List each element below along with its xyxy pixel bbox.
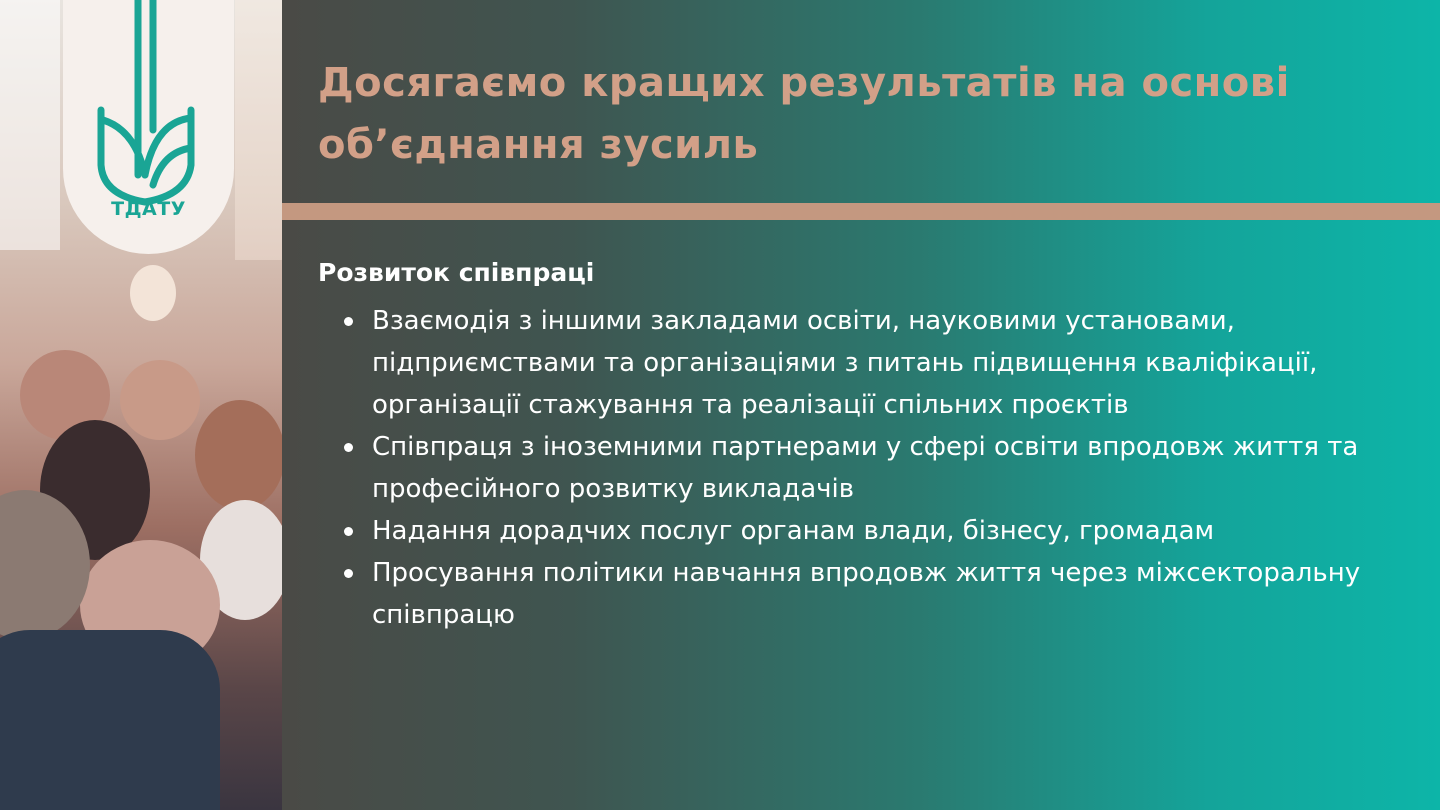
university-logo xyxy=(63,0,234,254)
speaker-figure xyxy=(130,265,176,321)
list-item-text: Просування політики навчання впродовж життя через міжсекторальну співпрацю xyxy=(372,558,1361,630)
list-item-text: Взаємодія з іншими закладами освіти, науковими установами, підприємствами та організаціями з питань підвищення кваліфікації, організації стажування та реалізації спільних проєктів xyxy=(372,306,1318,420)
list-item-text: Надання дорадчих послуг органам влади, бізнесу, громадам xyxy=(372,516,1215,546)
list-item-text: Співпраця з іноземними партнерами у сфері освіти впродовж життя та професійного розвитку викладачів xyxy=(372,432,1359,504)
bullet-icon xyxy=(344,443,353,452)
bullet-icon xyxy=(344,317,353,326)
section-title: Розвиток співпраці xyxy=(318,258,595,287)
list-item xyxy=(318,426,1398,510)
bullet-icon xyxy=(344,527,353,536)
slide-title: Досягаємо кращих результатів на основі об’єднання зусиль xyxy=(318,60,1290,168)
list-item xyxy=(318,510,1398,552)
list-item xyxy=(318,300,1398,426)
audience-jacket xyxy=(0,630,220,810)
bullet-list xyxy=(318,300,1398,636)
logo-text: ТДАТУ xyxy=(111,198,186,220)
bullet-icon xyxy=(344,569,353,578)
audience-head xyxy=(120,360,200,440)
window-light xyxy=(235,0,282,260)
audience-head xyxy=(195,400,282,510)
title-divider xyxy=(282,203,1440,220)
list-item xyxy=(318,552,1398,636)
window-light xyxy=(0,0,60,250)
